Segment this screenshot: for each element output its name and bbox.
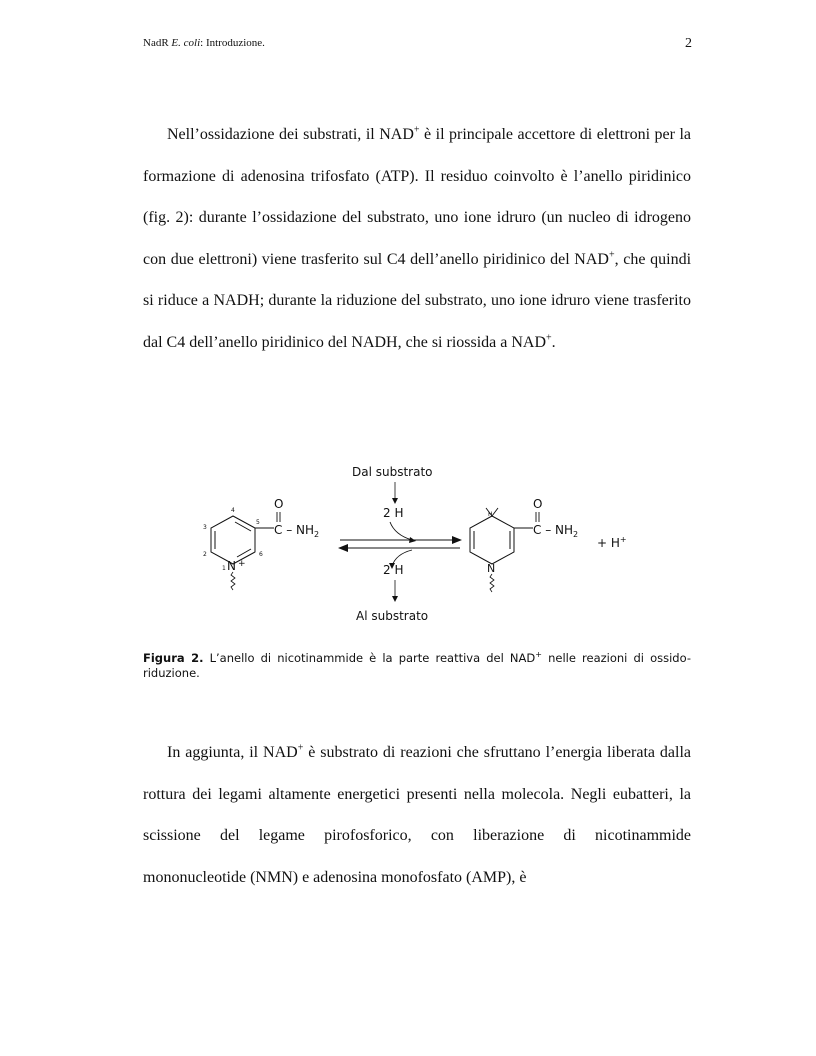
atom-number-5: 5 [256, 519, 260, 526]
from-substrate-arrowhead [392, 498, 398, 504]
nad-positive-charge: + [238, 559, 246, 569]
p1-sup-1: + [413, 124, 420, 136]
nadh-nitrogen: N [487, 562, 496, 575]
atom-number-6: 6 [259, 551, 263, 558]
caption-text-1: L’anello di nicotinammide è la parte reattiva del NAD [203, 651, 536, 665]
p1-text-4: . [551, 333, 556, 351]
page-number: 2 [685, 36, 692, 51]
figure-caption [143, 651, 691, 681]
nicotinamide-reaction-figure [190, 460, 650, 630]
p2-text-2: è substrato di reazioni che sfruttano l’energia liberata dalla rottura dei legami altamente energetici presenti nella molecola. Negli eubatteri, la scissione del legame pirofosforico, con liberazione di nicotinammide mononucleotide (NMN) e adenosina monofosfato (AMP), è [143, 744, 691, 886]
running-header [143, 37, 265, 49]
nadh-amide-group: C – $NH_2$ [533, 523, 579, 539]
label-2h-top: 2 H [383, 506, 404, 520]
running-title-suffix: : Introduzione. [200, 37, 265, 49]
p2-sup-1: + [297, 742, 304, 754]
nad-oxygen: O [274, 497, 284, 511]
atom-number-1: 1 [222, 565, 226, 572]
p2-text-1: In aggiunta, il NAD [167, 744, 298, 761]
nadh-oxygen: O [533, 497, 543, 511]
proton-product: + H+ [597, 535, 627, 550]
to-substrate-arrowhead [392, 596, 398, 602]
atom-number-2: 2 [203, 551, 207, 558]
p1-text-1: Nell’ossidazione dei substrati, il NAD [167, 126, 414, 143]
p1-sup-3: + [546, 332, 552, 344]
nadh-ring [470, 516, 514, 564]
nad-ring [211, 516, 255, 564]
forward-arrowhead [452, 536, 462, 544]
caption-text-2: nelle reazioni di ossido-riduzione. [143, 651, 691, 680]
nadh-ribose-bond [490, 574, 494, 592]
p1-text-3: , che quindi si riduce a NADH; durante la riduzione del substrato, uno ione idruro viene trasferito dal C4 dell’anello piridinico del NADH, che si riossida a NAD [143, 250, 692, 351]
atom-number-4: 4 [231, 507, 235, 514]
label-to-substrate: Al substrato [356, 609, 429, 623]
nad-ribose-bond [231, 572, 235, 590]
caption-sup: + [535, 650, 542, 660]
atom-number-3: 3 [203, 524, 207, 531]
label-2h-bottom: 2 H [383, 563, 404, 577]
p1-text-2: è il principale accettore di elettroni per la formazione di adenosina trifosfato (ATP). Il residuo coinvolto è l’anello piridinico (fig. 2): durante l’ossidazione del substrato, uno ione idruro (un nucleo di idrogeno con due elettroni) viene trasferito sul C4 dell’anello piridinico del NAD [143, 126, 691, 268]
curved-arrow-top [390, 522, 412, 540]
nadh-c4-hydrogen: H [488, 511, 493, 518]
running-title-italic: E. coli [171, 37, 201, 49]
nad-double-bond-1 [235, 522, 251, 531]
paragraph-1 [143, 114, 691, 363]
nadh-c4-h-bond-2 [492, 508, 498, 516]
nad-nitrogen: N [227, 559, 236, 573]
reverse-arrowhead [338, 544, 348, 552]
nad-amide-group: C – $NH_2$ [274, 523, 320, 539]
running-title-prefix: NadR [143, 37, 172, 49]
caption-label: Figura 2. [143, 651, 204, 665]
p1-sup-2: + [608, 249, 615, 261]
label-from-substrate: Dal substrato [352, 465, 433, 479]
paragraph-2 [143, 732, 691, 898]
